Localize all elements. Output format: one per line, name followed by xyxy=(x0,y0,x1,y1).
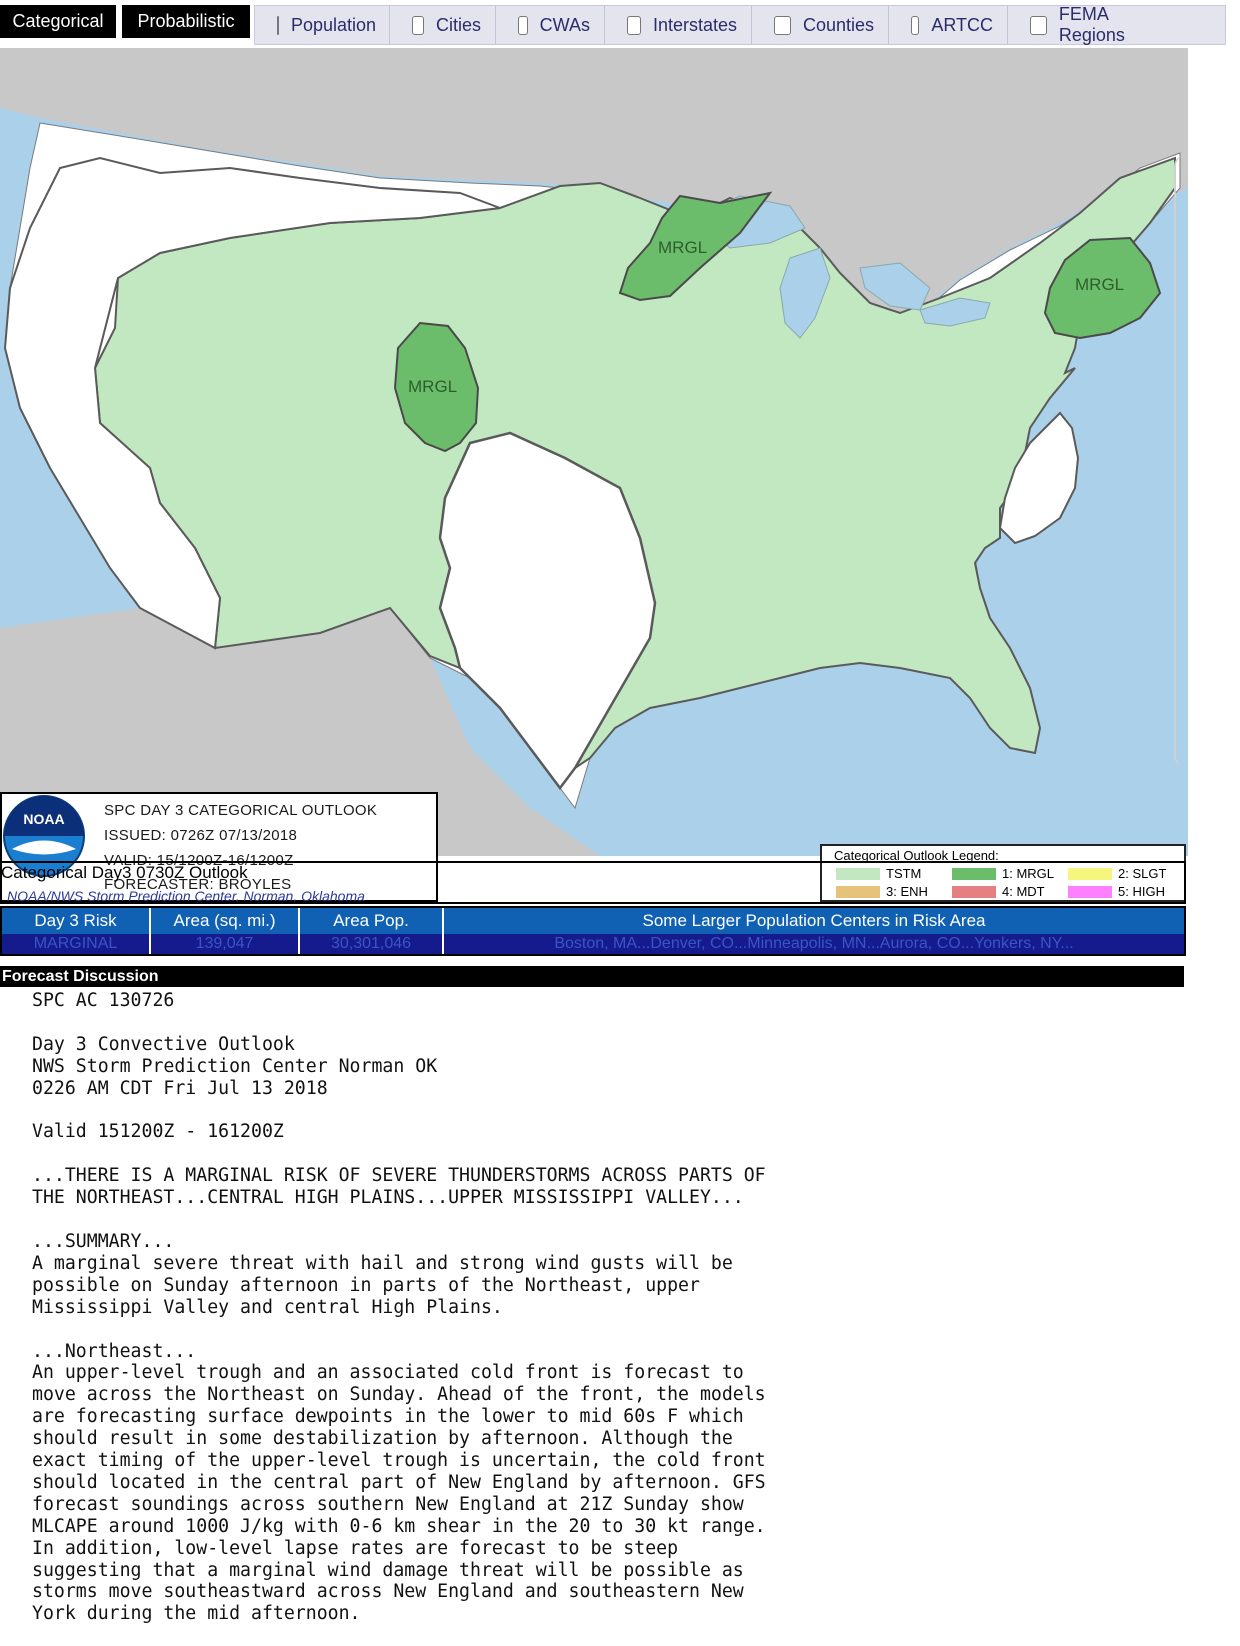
layer-toggle-fema-regions[interactable] xyxy=(1008,6,1178,44)
layer-label: CWAs xyxy=(539,14,590,35)
forecast-discussion-heading: Forecast Discussion xyxy=(0,966,1184,987)
outlook-caption: Categorical Day3 0730Z Outlook xyxy=(0,861,1186,904)
risk-table-cell-pop: 30,301,046 xyxy=(299,934,443,954)
layer-label: FEMA Regions xyxy=(1058,4,1125,45)
risk-table-header: Some Larger Population Centers in Risk Area xyxy=(443,908,1184,934)
top-bar xyxy=(0,0,1240,46)
tab-categorical[interactable]: Categorical xyxy=(0,5,116,38)
title-credit: NOAA/NWS Storm Prediction Center, Norman, Oklahoma xyxy=(7,888,365,904)
legend-label: 3: ENH xyxy=(886,884,928,899)
title-line-1: SPC DAY 3 CATEGORICAL OUTLOOK xyxy=(104,802,378,819)
layer-toggle-bar xyxy=(254,5,1226,45)
risk-table-header: Area (sq. mi.) xyxy=(150,908,299,934)
layer-label: Interstates xyxy=(652,14,737,35)
risk-table-cell-centers: Boston, MA...Denver, CO...Minneapolis, MN...Aurora, CO...Yonkers, NY... xyxy=(443,934,1184,954)
tab-probabilistic[interactable]: Probabilistic xyxy=(122,5,250,38)
layer-toggle-counties[interactable] xyxy=(752,6,889,44)
legend-label: 4: MDT xyxy=(1002,884,1045,899)
layer-toggle-interstates[interactable] xyxy=(605,6,752,44)
mrgl-label-northeast: MRGL xyxy=(1075,275,1125,294)
checkbox[interactable] xyxy=(518,16,528,35)
legend-label: 2: SLGT xyxy=(1118,866,1167,881)
legend-label: 5: HIGH xyxy=(1118,884,1165,899)
layer-toggle-artcc[interactable] xyxy=(889,6,1008,44)
legend-title: Categorical Outlook Legend: xyxy=(834,848,999,863)
checkbox[interactable] xyxy=(911,16,919,35)
layer-label: Counties xyxy=(802,14,874,35)
layer-toggle-cities[interactable] xyxy=(390,6,496,44)
outlook-map-graphic xyxy=(0,48,1188,856)
risk-table-header: Day 3 Risk xyxy=(2,908,150,934)
layer-toggle-population[interactable] xyxy=(255,6,390,44)
checkbox[interactable] xyxy=(627,16,641,35)
risk-table-header-row xyxy=(2,908,1184,934)
checkbox[interactable] xyxy=(412,16,424,35)
title-line-2: ISSUED: 0726Z 07/13/2018 xyxy=(104,827,298,844)
noaa-logo-text: NOAA xyxy=(23,811,65,827)
title-line-4: FORECASTER: BROYLES xyxy=(104,876,292,893)
checkbox[interactable] xyxy=(1030,16,1047,35)
forecast-discussion-text: SPC AC 130726 Day 3 Convective Outlook NWS Storm Prediction Center Norman OK 0226 AM CDT Fri Jul 13 2018 Valid 151200Z - 161200Z ...THERE IS A MARGINAL RISK OF SEVERE THUNDERSTORMS ACROSS PARTS OF THE NORTHEAST...CENTRAL HIGH PLAINS...UPPER MISSISSIPPI VALLEY... ...SUMMARY... A marginal severe threat with hail and strong wind gusts will be possible on Sunday afternoon in parts of the Northeast, upper Mississippi Valley and central High Plains. ...Northeast... An upper-level trough and an associated cold front is forecast to move across the Northeast on Sunday. Ahead of the front, the models are forecasting surface dewpoints in the lower to mid 60s F which should result in some destabilization by afternoon. Although the exact timing of the upper-level trough is uncertain, the cold front should located in the central part of New England by afternoon. GFS forecast soundings across southern New England at 21Z Sunday show MLCAPE around 1000 J/kg with 0-6 km shear in the 20 to 30 kt range. In addition, low-level lapse rates are forecast to be steep suggesting that a marginal wind damage threat will be possible as storms move southeastward across New England and southeastern New York during the mid afternoon. xyxy=(32,990,766,1625)
layer-label: Cities xyxy=(435,14,481,35)
mrgl-label-high-plains: MRGL xyxy=(408,377,458,396)
risk-table-cell-risk: MARGINAL xyxy=(2,934,150,954)
layer-label: Population xyxy=(291,14,377,35)
risk-table-header: Area Pop. xyxy=(299,908,443,934)
legend-label: 1: MRGL xyxy=(1002,866,1055,881)
title-line-3: VALID: 15/1200Z-16/1200Z xyxy=(104,852,294,869)
checkbox[interactable] xyxy=(774,16,791,35)
risk-table-cell-area: 139,047 xyxy=(150,934,299,954)
mrgl-label-upper-mississippi: MRGL xyxy=(658,238,708,257)
checkbox[interactable] xyxy=(277,16,279,35)
scroll-indicator xyxy=(1174,156,1188,766)
risk-table xyxy=(0,906,1186,956)
risk-table-row xyxy=(2,934,1184,954)
layer-toggle-cwas[interactable] xyxy=(496,6,605,44)
layer-label: ARTCC xyxy=(931,14,993,35)
legend-label: TSTM xyxy=(886,866,922,881)
